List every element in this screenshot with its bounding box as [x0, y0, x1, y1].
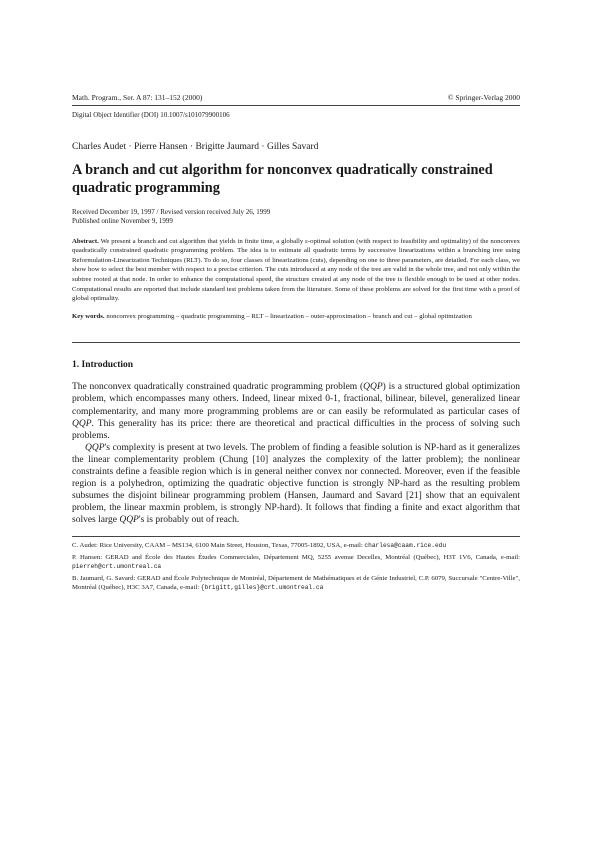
text-run: ) is a structured global optimization problem, which encompasses many others. Indeed, linear mixed 0-1, fractional, bilinear, bilevel, generalized linear complementarity, and many more programming problems are or can easily be reformulated as particular cases of: [72, 382, 520, 417]
math-qqp: QQP: [119, 515, 139, 526]
header-rule: [72, 105, 520, 106]
affiliation-text: P. Hansen: GERAD and École des Hautes Études Commerciales, Département MQ, 5255 avenue Decelles, Montréal (Québec), H3T 1V6, Canada, e-mail:: [72, 553, 520, 561]
copyright-notice: © Springer-Verlag 2000: [447, 93, 520, 102]
introduction-body: [72, 381, 520, 526]
intro-paragraph-2: [72, 442, 520, 527]
intro-paragraph-1: [72, 381, 520, 441]
email-address: {brigitt,gilles}@crt.umontreal.ca: [200, 584, 324, 592]
section-divider: [72, 342, 520, 343]
text-run: 's is probably out of reach.: [138, 515, 240, 526]
footnote-hansen: [72, 553, 520, 572]
section-heading-introduction: 1. Introduction: [72, 360, 134, 371]
author-affiliations: [72, 541, 520, 592]
journal-citation: Math. Program., Ser. A 87: 131–152 (2000): [72, 93, 203, 102]
footnote-rule: [72, 536, 520, 537]
affiliation-text: C. Audet: Rice University, CAAM – MS134, 6100 Main Street, Houston, Texas, 77005-1892, USA, e-mail:: [72, 542, 365, 550]
running-header: [72, 93, 520, 103]
abstract: [72, 237, 520, 304]
math-qqp: QQP: [72, 418, 92, 429]
published-date: Published online November 9, 1999: [72, 217, 173, 226]
math-qqp: QQP: [363, 382, 383, 393]
keywords: [72, 312, 520, 322]
received-date: Received December 19, 1997 / Revised version received July 26, 1999: [72, 208, 271, 216]
keywords-text: nonconvex programming – quadratic programming – RLT – linearization – outer-approximation – branch and cut – global optimization: [106, 312, 472, 320]
paper-page: [72, 93, 520, 595]
author-list: Charles Audet · Pierre Hansen · Brigitte Jaumard · Gilles Savard: [72, 142, 319, 152]
text-run: The nonconvex quadratically constrained quadratic programming problem (: [72, 382, 364, 393]
footnote-jaumard-savard: [72, 574, 520, 593]
abstract-text: We present a branch and cut algorithm that yields in finite time, a globally ε-optimal solution (with respect to feasibility and optimality) of the nonconvex quadratically constrained quadratic programming problem. The idea is to estimate all quadratic terms by successive linearizations within a branching tree using Reformulation-Linearization Techniques (RLT). To do so, four classes of linearizations (cuts), depending on one to three parameters, are detailed. For each class, we show how to select the best member with respect to a precise criterion. The cuts introduced at any node of the tree are valid in the whole tree, and not only within the subtree rooted at that node. In order to enhance the computational speed, the structure created at any node of the tree is flexible enough to be used at other nodes. Computational results are reported that include standard test problems taken from the literature. Some of these problems are solved for the first time with a proof of global optimality.: [72, 237, 520, 303]
publication-dates: [72, 208, 520, 227]
math-qqp: QQP: [85, 442, 105, 453]
email-address: charlesa@caam.rice.edu: [364, 542, 447, 550]
abstract-label: Abstract.: [72, 237, 99, 245]
keywords-label: Key words.: [72, 312, 105, 320]
email-address: pierreh@crt.umontreal.ca: [72, 563, 162, 571]
paper-title: A branch and cut algorithm for nonconvex quadratically constrained quadratic programming: [72, 162, 493, 196]
text-run: 's complexity is present at two levels. The problem of finding a feasible solution is NP-hard as it generalizes the linear complementarity problem (Chung [10] analyzes the complexity of the latter problem); the nonlinear constraints define a feasible region which is in general neither convex nor connected. Moreover, even if the feasible region is a polyhedron, optimizing the quadratic objective function is strongly NP-hard as the resulting problem subsumes the disjoint bilinear programming problem (Hansen, Jaumard and Savard [21] show that an equivalent problem, the linear maxmin problem, is strongly NP-hard). It follows that finding a finite and exact algorithm that solves large: [72, 442, 520, 526]
footnote-audet: [72, 541, 520, 550]
doi-line: Digital Object Identifier (DOI) 10.1007/s101079900106: [72, 111, 230, 119]
text-run: . This generality has its price: there are theoretical and practical difficulties in the process of solving such problems.: [72, 418, 520, 441]
affiliation-text: B. Jaumard, G. Savard: GERAD and École Polytechnique de Montréal, Département de Mathématiques et de Génie Industriel, C.P. 6079, Succursale "Centre-Ville", Montréal (Québec), H3C 3A7, Canada, e-mail:: [72, 574, 520, 592]
